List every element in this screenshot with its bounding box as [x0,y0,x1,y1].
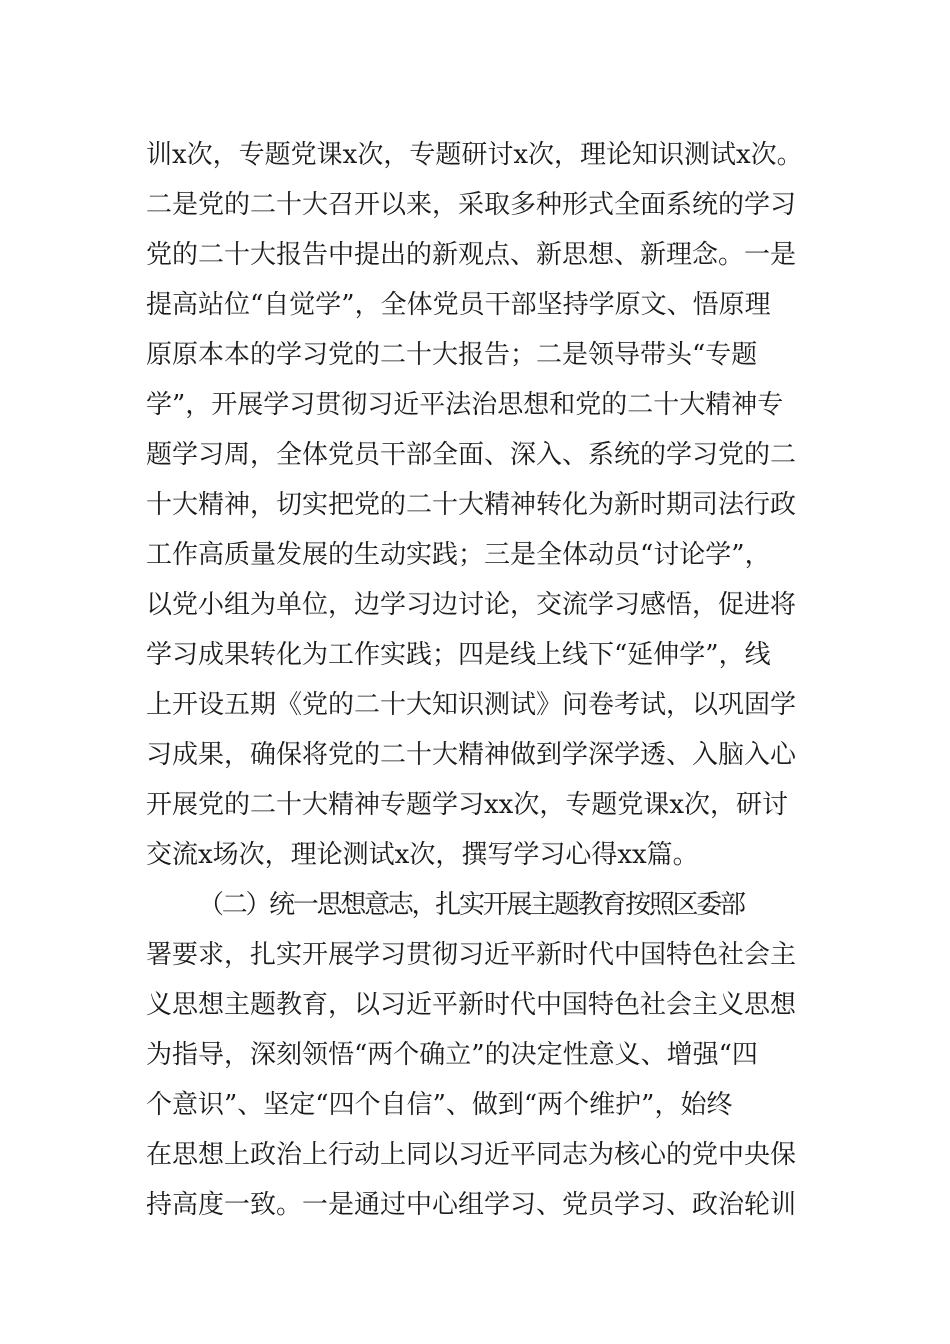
text-line: 交流x场次，理论测试x次，撰写学习心得xx篇。 [146,840,699,870]
text-line: 开展党的二十大精神专题学习xx次，专题党课x次，研讨 [146,790,788,820]
text-line: 学习成果转化为工作实践；四是线上线下“延伸学”，线 [146,640,771,670]
text-line: 为指导，深刻领悟“两个确立”的决定性意义、增强“四 [146,1040,758,1070]
text-line: 十大精神，切实把党的二十大精神转化为新时期司法行政 [146,490,797,520]
text-line: 学”，开展学习贯彻习近平法治思想和党的二十大精神专 [146,390,784,420]
text-line: 以党小组为单位，边学习边讨论，交流学习感悟，促进将 [146,590,797,620]
text-line: 训x次，专题党课x次，专题研讨x次，理论知识测试x次。 [146,140,803,170]
text-line: 持高度一致。一是通过中心组学习、党员学习、政治轮训 [146,1190,797,1220]
text-line: 提高站位“自觉学”，全体党员干部坚持学原文、悟原理 [146,290,771,320]
text-line: 上开设五期《党的二十大知识测试》问卷考试，以巩固学 [146,690,797,720]
text-line: 题学习周，全体党员干部全面、深入、系统的学习党的二 [146,440,797,470]
section-heading-line: （二）统一思想意志，扎实开展主题教育按照区委部 [198,890,744,920]
text-line: 二是党的二十大召开以来，采取多种形式全面系统的学习 [146,190,797,220]
text-line: 个意识”、坚定“四个自信”、做到“两个维护”，始终 [146,1090,733,1120]
text-line: 原原本本的学习党的二十大报告；二是领导带头“专题 [146,340,758,370]
text-line: 义思想主题教育，以习近平新时代中国特色社会主义思想 [146,990,797,1020]
text-line: 党的二十大报告中提出的新观点、新思想、新理念。一是 [146,240,797,270]
text-line: 署要求，扎实开展学习贯彻习近平新时代中国特色社会主 [146,940,797,970]
text-line: 工作高质量发展的生动实践；三是全体动员“讨论学”， [146,540,771,570]
text-line: 在思想上政治上行动上同以习近平同志为核心的党中央保 [146,1140,797,1170]
text-line: 习成果，确保将党的二十大精神做到学深学透、入脑入心 [146,740,797,770]
